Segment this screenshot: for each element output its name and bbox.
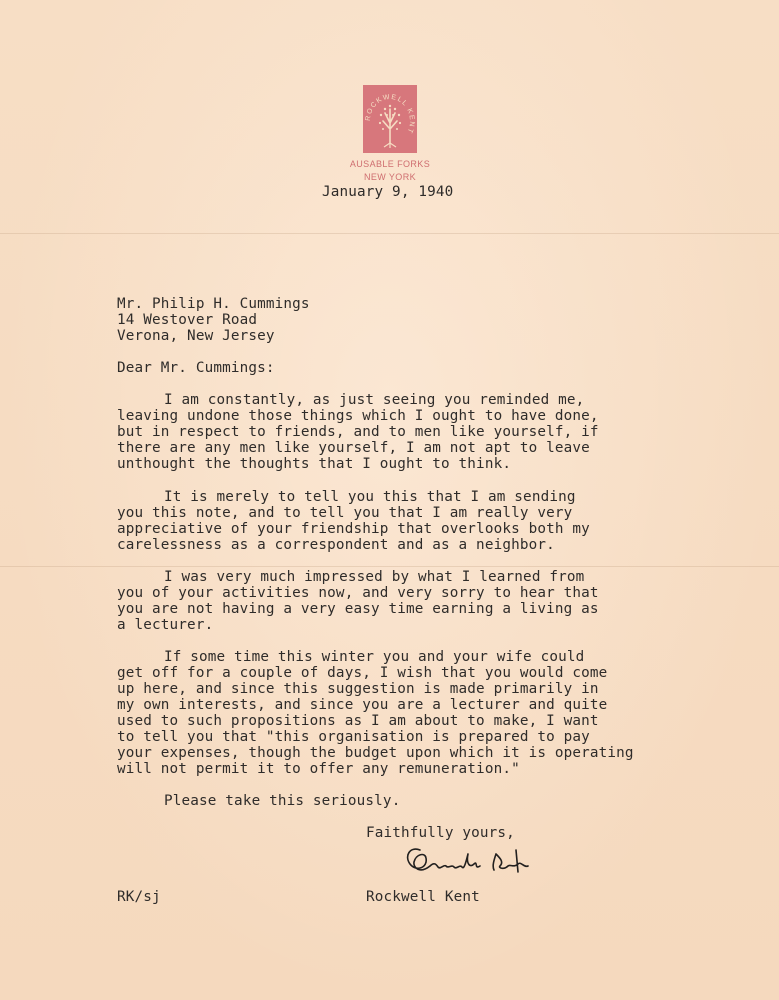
body-line: carelessness as a correspondent and as a neighbor. [117,537,555,553]
recipient-city: Verona, New Jersey [117,328,275,344]
body-line: appreciative of your friendship that overlooks both my [117,521,590,537]
handwritten-signature [400,842,540,882]
recipient-street: 14 Westover Road [117,312,258,328]
paper-fold [0,566,779,567]
body-line: my own interests, and since you are a lecturer and quite [117,697,608,713]
body-line: leaving undone those things which I ought to have done, [117,408,599,424]
emblem-monogram: ROCKWELL KENT [364,93,416,135]
body-line: unthought the thoughts that I ought to think. [117,456,512,472]
salutation: Dear Mr. Cummings: [117,360,275,376]
body-line: there are any men like yourself, I am not apt to leave [117,440,590,456]
body-line: I was very much impressed by what I learned from [164,569,585,585]
body-line: you of your activities now, and very sorry to hear that [117,585,599,601]
body-line: you are not having a very easy time earning a living as [117,601,599,617]
body-line: Please take this seriously. [164,793,401,809]
body-line: If some time this winter you and your wife could [164,649,585,665]
paper-fold [0,233,779,234]
body-line: but in respect to friends, and to men like yourself, if [117,424,599,440]
recipient-name: Mr. Philip H. Cummings [117,296,310,312]
rockwell-kent-emblem [363,85,417,153]
signer-name: Rockwell Kent [366,889,480,905]
letter-date: January 9, 1940 [322,184,454,200]
body-line: It is merely to tell you this that I am sending [164,489,576,505]
body-line: your expenses, though the budget upon which it is operating [117,745,634,761]
typist-initials: RK/sj [117,889,161,905]
letterhead-place-line1: AUSABLE FORKS [349,159,431,169]
body-line: up here, and since this suggestion is made primarily in [117,681,599,697]
body-line: a lecturer. [117,617,214,633]
letterhead-place-line2: NEW YORK [363,172,417,182]
body-line: to tell you that "this organisation is prepared to pay [117,729,590,745]
body-line: I am constantly, as just seeing you reminded me, [164,392,585,408]
body-line: you this note, and to tell you that I am really very [117,505,573,521]
closing: Faithfully yours, [366,825,515,841]
body-line: get off for a couple of days, I wish that you would come [117,665,608,681]
body-line: will not permit it to offer any remuneration." [117,761,520,777]
body-line: used to such propositions as I am about to make, I want [117,713,599,729]
